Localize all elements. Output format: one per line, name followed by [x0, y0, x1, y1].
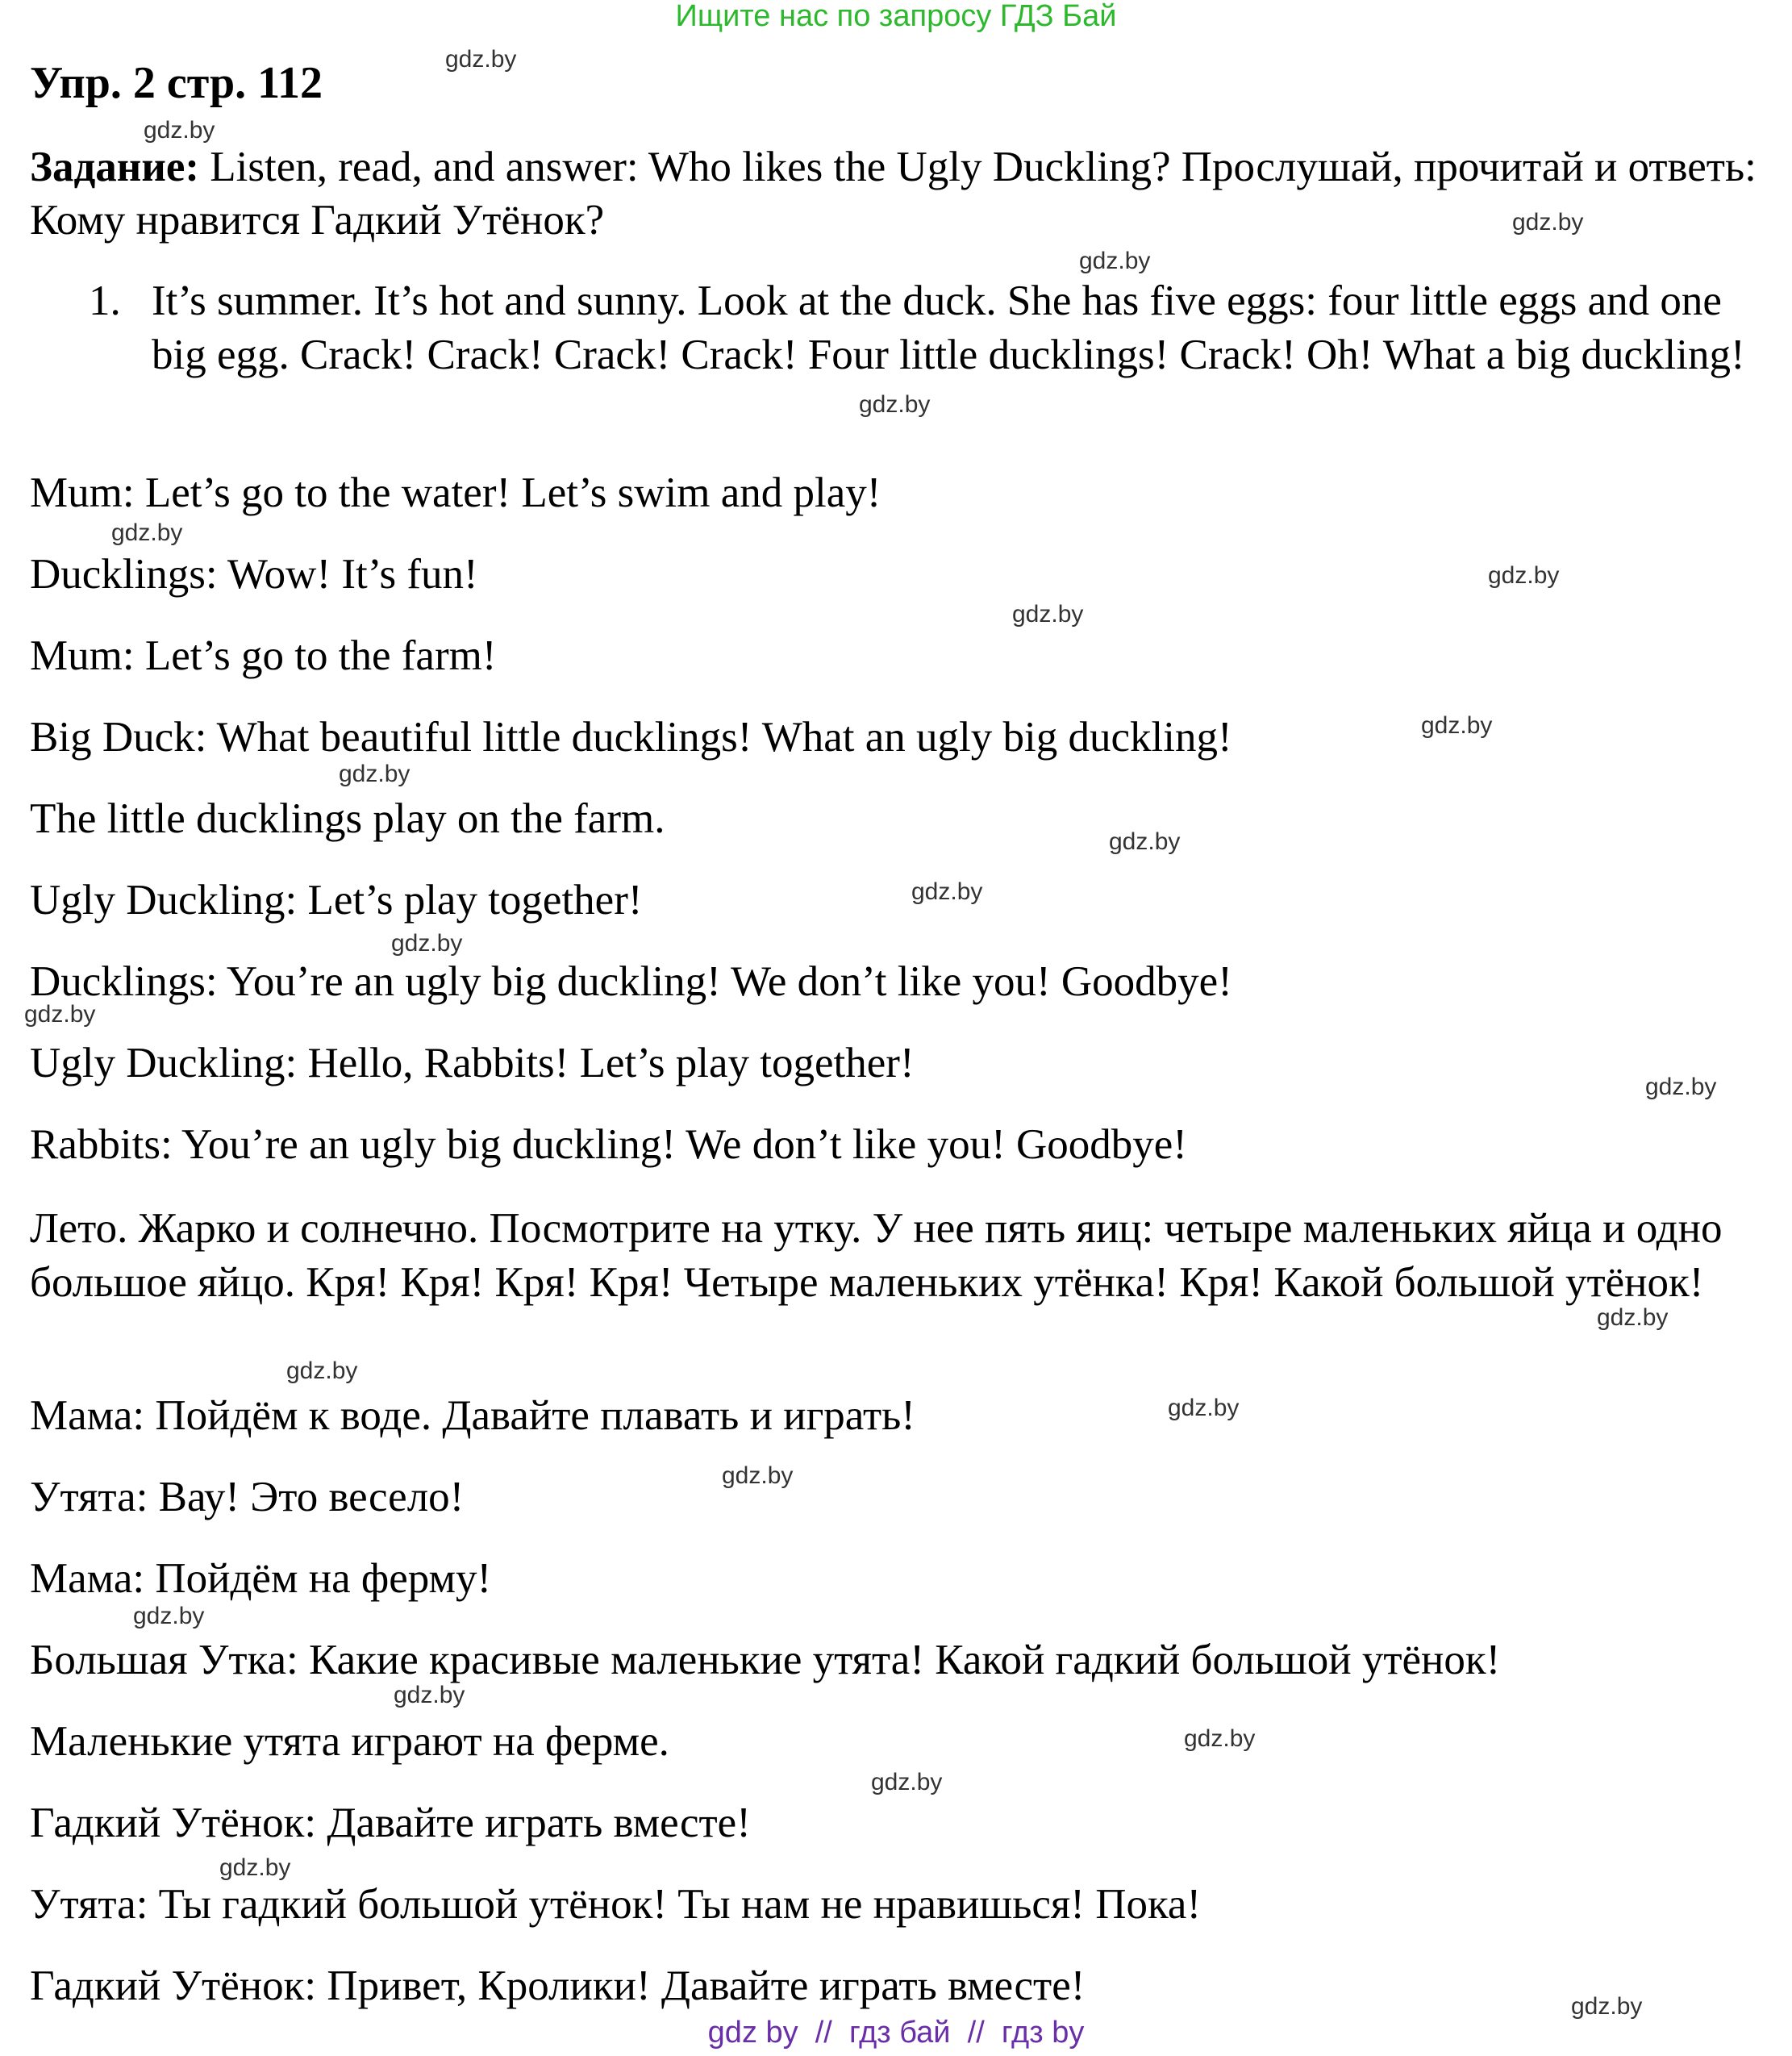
english-line: Mum: Let’s go to the water! Let’s swim and play! [30, 469, 881, 516]
watermark: gdz.by [144, 117, 215, 144]
story-item-text: It’s summer. It’s hot and sunny. Look at the duck. She has five eggs: four little eggs and one big egg. Crack! Crack! Crack! Crack! Four little ducklings! Crack! Oh! What a big duckling! [152, 277, 1745, 378]
task-text: Listen, read, and answer: Who likes the Ugly Duckling? Прослушай, прочитай и ответь: Кому нравится Гадкий Утёнок? [30, 144, 1757, 244]
russian-paragraph: Лето. Жарко и солнечно. Посмотрите на утку. У нее пять яиц: четыре маленьких яйца и одно большое яйцо. Кря! Кря! Кря! Кря! Четыре маленьких утёнка! Кря! Какой большой утёнок! [30, 1205, 1723, 1306]
russian-line: Гадкий Утёнок: Давайте играть вместе! [30, 1800, 751, 1846]
watermark: gdz.by [1645, 1074, 1717, 1100]
watermark: gdz.by [339, 761, 410, 787]
english-line: The little ducklings play on the farm. [30, 795, 665, 842]
russian-line: Большая Утка: Какие красивые маленькие утята! Какой гадкий большой утёнок! [30, 1637, 1501, 1683]
english-line: Ducklings: Wow! It’s fun! [30, 551, 478, 598]
task-label: Задание: [30, 144, 200, 190]
watermark: gdz.by [24, 1001, 96, 1028]
watermark: gdz.by [1571, 1993, 1643, 2020]
watermark: gdz.by [1597, 1304, 1669, 1331]
watermark: gdz.by [219, 1854, 291, 1881]
english-line: Rabbits: You’re an ugly big duckling! We don’t like you! Goodbye! [30, 1121, 1187, 1168]
russian-line: Утята: Вау! Это весело! [30, 1474, 465, 1520]
watermark: gdz.by [286, 1357, 358, 1384]
english-line: Mum: Let’s go to the farm! [30, 632, 497, 679]
footer-links[interactable]: gdz by // гдз бай // гдз by [707, 2016, 1085, 2050]
russian-line: Утята: Ты гадкий большой утёнок! Ты нам не нравишься! Пока! [30, 1881, 1202, 1928]
watermark: gdz.by [1109, 828, 1181, 855]
english-line: Ducklings: You’re an ugly big duckling! We don’t like you! Goodbye! [30, 958, 1232, 1005]
russian-line: Мама: Пойдём к воде. Давайте плавать и играть! [30, 1392, 915, 1439]
russian-line: Мама: Пойдём на ферму! [30, 1555, 492, 1602]
watermark: gdz.by [859, 391, 931, 418]
search-banner[interactable]: Ищите нас по запросу ГДЗ Бай [675, 0, 1117, 33]
watermark: gdz.by [1488, 562, 1560, 589]
watermark: gdz.by [1421, 712, 1493, 739]
english-line: Ugly Duckling: Hello, Rabbits! Let’s play together! [30, 1040, 915, 1086]
exercise-heading: Упр. 2 стр. 112 [30, 58, 323, 108]
story-item-number: 1. [89, 277, 121, 324]
russian-line: Маленькие утята играют на ферме. [30, 1718, 669, 1765]
watermark: gdz.by [111, 519, 183, 546]
watermark: gdz.by [1168, 1395, 1240, 1421]
watermark: gdz.by [1079, 248, 1151, 274]
watermark: gdz.by [391, 930, 463, 957]
watermark: gdz.by [1512, 209, 1584, 236]
english-line: Big Duck: What beautiful little ducklings! What an ugly big duckling! [30, 714, 1232, 761]
watermark: gdz.by [394, 1682, 465, 1708]
watermark: gdz.by [911, 878, 983, 905]
task-statement [30, 140, 1764, 247]
watermark: gdz.by [445, 46, 517, 73]
watermark: gdz.by [133, 1603, 205, 1629]
watermark: gdz.by [722, 1462, 794, 1489]
watermark: gdz.by [871, 1769, 943, 1795]
watermark: gdz.by [1012, 601, 1084, 628]
russian-line: Гадкий Утёнок: Привет, Кролики! Давайте играть вместе! [30, 1962, 1086, 2009]
watermark: gdz.by [1184, 1725, 1256, 1752]
english-line: Ugly Duckling: Let’s play together! [30, 877, 643, 924]
